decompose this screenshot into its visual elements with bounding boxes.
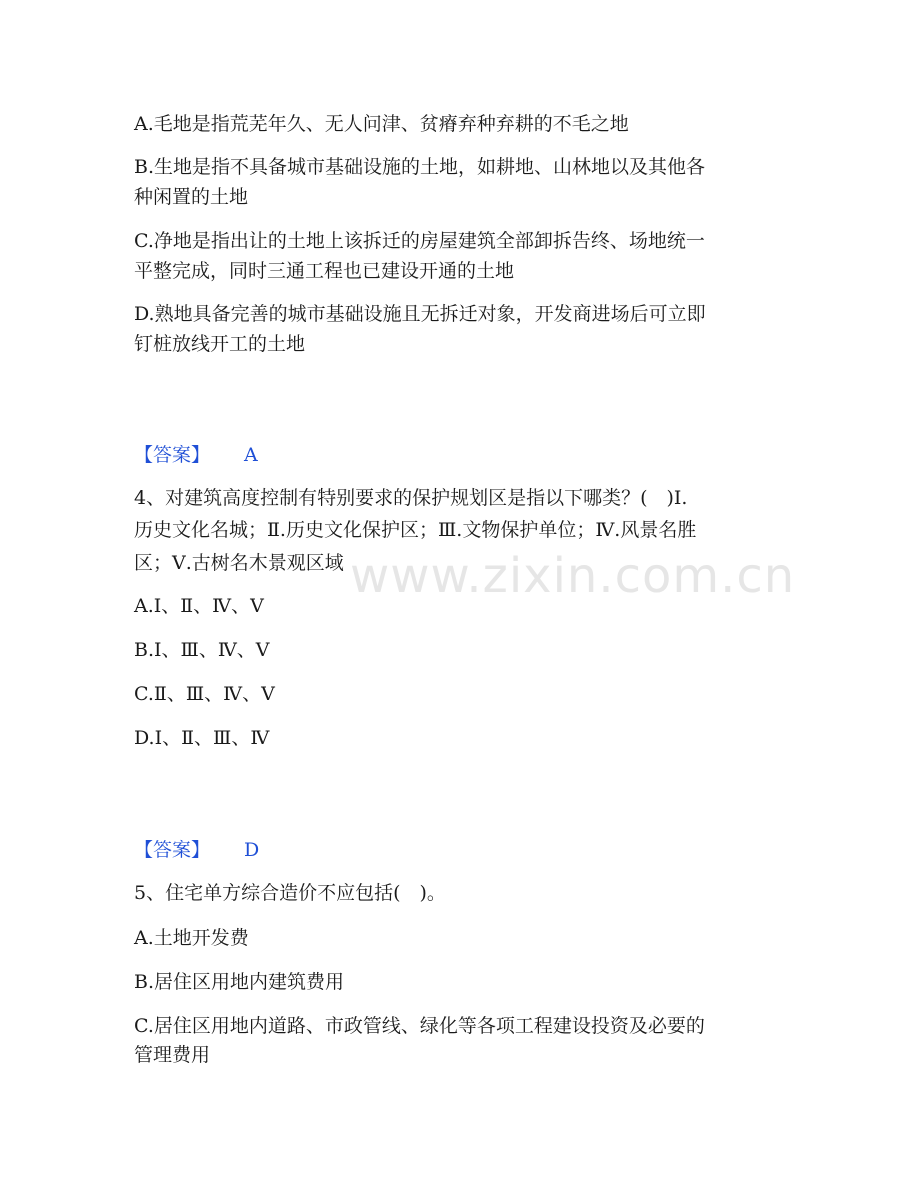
answer-row-1 — [134, 443, 784, 467]
option-c-line2: 平整完成，同时三通工程也已建设开通的土地 — [134, 260, 515, 282]
q5-option-c-line2: 管理费用 — [134, 1044, 211, 1066]
q5-option-c-line1: C.居住区用地内道路、市政管线、绿化等各项工程建设投资及必要的 — [134, 1015, 705, 1037]
option-c-line1: C.净地是指出让的土地上该拆迁的房屋建筑全部卸拆告终、场地统一 — [134, 230, 705, 252]
q4-option-c: C.Ⅱ、Ⅲ、Ⅳ、Ⅴ — [134, 683, 275, 705]
watermark: www.zixin.com.cn — [350, 548, 796, 604]
answer-value: D — [244, 839, 260, 861]
option-d-line2: 钉桩放线开工的土地 — [134, 333, 306, 355]
answer-label: 【答案】 — [134, 444, 211, 466]
question-4-line3: 区；Ⅴ.古树名木景观区域 — [134, 552, 344, 574]
answer-row-2 — [134, 838, 784, 862]
q4-option-d: D.Ⅰ、Ⅱ、Ⅲ、Ⅳ — [134, 727, 270, 749]
question-4-line1: 4、对建筑高度控制有特别要求的保护规划区是指以下哪类？( )Ⅰ. — [134, 487, 688, 509]
q4-option-b: B.Ⅰ、Ⅲ、Ⅳ、Ⅴ — [134, 639, 270, 661]
question-5: 5、住宅单方综合造价不应包括( )。 — [134, 882, 446, 904]
option-a: A.毛地是指荒芜年久、无人问津、贫瘠弃种弃耕的不毛之地 — [134, 113, 629, 135]
option-d-line1: D.熟地具备完善的城市基础设施且无拆迁对象，开发商进场后可立即 — [134, 303, 706, 325]
q5-option-a: A.土地开发费 — [134, 927, 249, 949]
question-4-line2: 历史文化名城；Ⅱ.历史文化保护区；Ⅲ.文物保护单位；Ⅳ.风景名胜 — [134, 519, 697, 541]
answer-label: 【答案】 — [134, 839, 211, 861]
q5-option-b: B.居住区用地内建筑费用 — [134, 971, 345, 993]
answer-value: A — [244, 444, 258, 466]
option-b-line2: 种闲置的土地 — [134, 186, 249, 208]
option-b-line1: B.生地是指不具备城市基础设施的土地，如耕地、山林地以及其他各 — [134, 156, 706, 178]
q4-option-a: A.Ⅰ、Ⅱ、Ⅳ、Ⅴ — [134, 595, 264, 617]
